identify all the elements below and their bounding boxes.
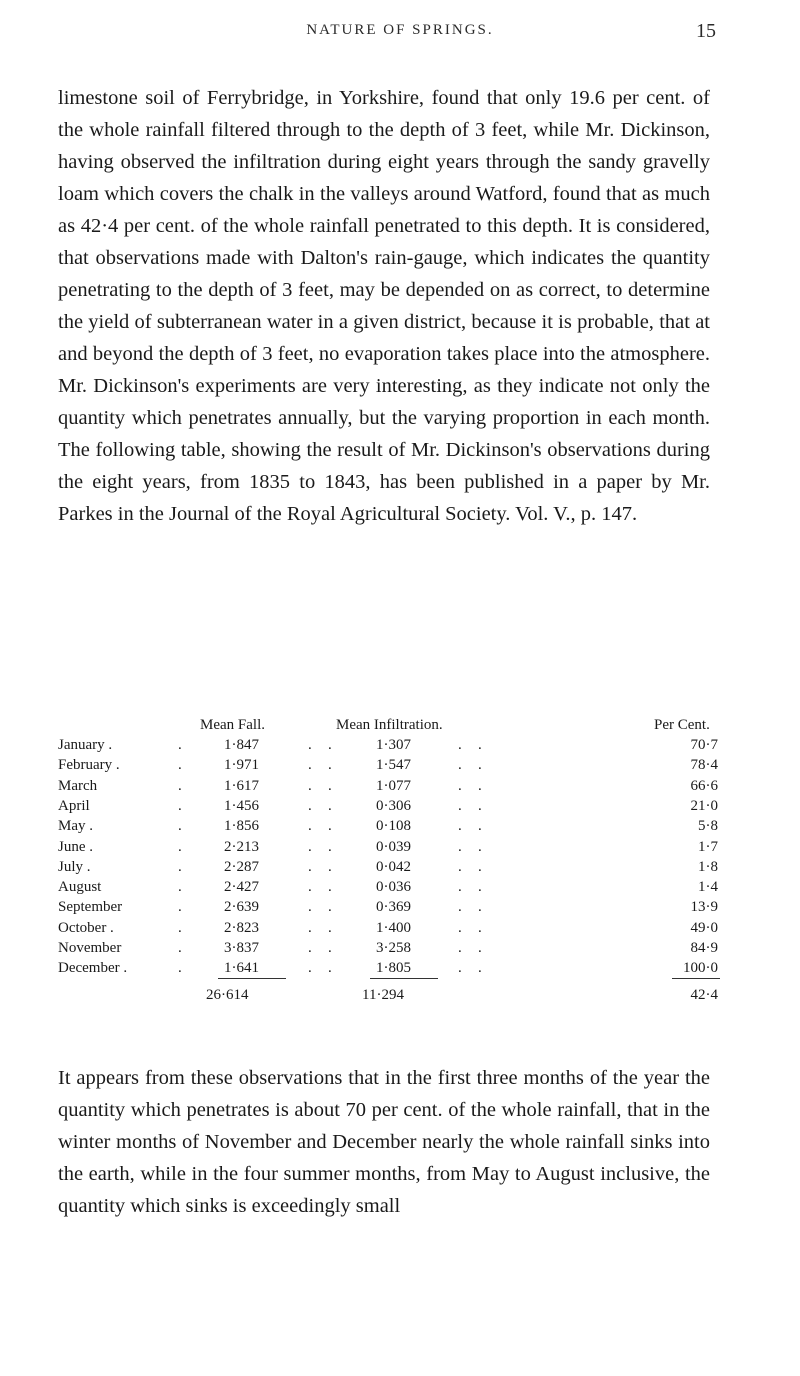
leader-dot: . [458,797,462,814]
leader-dot: . [458,899,462,916]
leader-dot: . [458,818,462,835]
mean-infiltration-cell: 0·369 [376,899,411,916]
leader-dot: . [308,919,312,936]
leader-dot: . [478,838,482,855]
mean-infiltration-cell: 1·077 [376,777,411,794]
total-percent: 42·4 [690,987,718,1003]
leader-dot: . [178,899,182,916]
paragraph-2: It appears from these observations that in the first three months of the year the quantity which penetrates is about 70 per cent. of the whole rainfall, that in the winter months of November and December nearly the whole rainfall sinks into the earth, while in the four summer months, from May to August inclusive, the quantity which sinks is exceedingly small [58,1067,710,1217]
paragraph-1: limestone soil of Ferrybridge, in Yorkshire, found that only 19.6 per cent. of the whole rainfall filtered through to the depth of 3 feet, while Mr. Dickinson, having observed the infiltration during eight years through the sandy gravelly loam which covers the chalk in the valleys around Watford, found that as much as 42·4 per cent. of the whole rainfall penetrated to this depth. It is considered, that observations made with Dalton's rain-gauge, which indicates the quantity penetrating to the depth of 3 feet, may be depended on as correct, to determine the yield of subterranean water in a given district, because it is probable, that at and beyond the depth of 3 feet, no evaporation takes place into the atmosphere. Mr. Dickinson's experiments are very interesting, as they indicate not only the quantity which penetrates annually, but the varying proportion in each month. The following table, showing the result of Mr. Dickinson's observations during the eight years, from 1835 to 1843, has been published in a paper by Mr. Parkes in the Journal of the Royal Agricultural Society. Vol. V., p. 147. [58,87,710,525]
leader-dot: . [328,960,332,977]
leader-dot: . [478,737,482,753]
month-cell: November [58,940,122,956]
per-cent-cell: 70·7 [690,737,718,753]
leader-dot: . [478,757,482,774]
column-header-per-cent: Per Cent. [654,717,710,733]
mean-fall-cell: 1·617 [224,777,259,794]
leader-dot: . [308,818,312,835]
leader-dot: . [478,919,482,936]
mean-fall-cell: 2·287 [224,858,259,875]
month-cell: May . [58,818,93,835]
mean-infiltration-cell: 0·108 [376,818,411,835]
leader-dot: . [328,858,332,875]
mean-infiltration-cell: 0·039 [376,838,411,855]
leader-dot: . [458,879,462,896]
month-cell: August [58,879,102,896]
leader-dot: . [178,737,182,753]
leader-dot: . [478,818,482,835]
month-cell: June . [58,838,93,855]
total-infiltration: 11·294 [362,987,404,1003]
leader-dot: . [458,960,462,977]
mean-fall-cell: 1·456 [224,797,259,814]
mean-fall-cell: 2·823 [224,919,259,936]
mean-infiltration-cell: 1·400 [376,919,411,936]
mean-fall-cell: 1·847 [224,737,259,753]
leader-dot: . [308,879,312,896]
mean-infiltration-cell: 0·042 [376,858,411,875]
table-row [58,754,738,776]
leader-dot: . [478,899,482,916]
leader-dot: . [478,777,482,794]
leader-dot: . [308,737,312,753]
leader-dot: . [458,737,462,753]
mean-infiltration-cell: 1·307 [376,737,411,753]
mean-infiltration-cell: 1·805 [376,960,411,977]
leader-dot: . [328,818,332,835]
leader-dot: . [328,940,332,956]
month-cell: February . [58,757,120,774]
per-cent-cell: 21·0 [690,797,718,814]
column-header-mean-fall: Mean Fall. [200,717,265,733]
mean-fall-cell: 2·639 [224,899,259,916]
leader-dot: . [328,737,332,753]
leader-dot: . [458,858,462,875]
per-cent-cell: 1·4 [698,879,718,896]
leader-dot: . [458,940,462,956]
leader-dot: . [178,777,182,794]
table-row [58,836,738,858]
per-cent-cell: 5·8 [698,818,718,835]
leader-dot: . [308,940,312,956]
leader-dot: . [308,797,312,814]
total-rule-percent [672,978,720,979]
leader-dot: . [178,838,182,855]
leader-dot: . [458,919,462,936]
leader-dot: . [308,757,312,774]
page-header [0,22,800,52]
table-header-row [58,714,738,736]
mean-infiltration-cell: 0·306 [376,797,411,814]
column-header-mean-infiltration: Mean Infiltration. [336,717,443,733]
mean-fall-cell: 2·213 [224,838,259,855]
leader-dot: . [308,960,312,977]
leader-dot: . [328,838,332,855]
table-row [58,876,738,898]
table-row [58,917,738,939]
per-cent-cell: 1·7 [698,838,718,855]
leader-dot: . [328,919,332,936]
mean-infiltration-cell: 1·547 [376,757,411,774]
mean-fall-cell: 1·971 [224,757,259,774]
leader-dot: . [178,818,182,835]
per-cent-cell: 1·8 [698,858,718,875]
infiltration-table [58,714,738,1044]
per-cent-cell: 78·4 [690,757,718,774]
leader-dot: . [178,879,182,896]
table-row [58,957,738,979]
leader-dot: . [458,777,462,794]
leader-dot: . [178,757,182,774]
page-number: 15 [696,20,716,42]
table-row [58,856,738,878]
table-row [58,734,738,756]
mean-fall-cell: 3·837 [224,940,259,956]
table-row [58,795,738,817]
per-cent-cell: 13·9 [690,899,718,916]
leader-dot: . [328,899,332,916]
leader-dot: . [478,797,482,814]
leader-dot: . [458,757,462,774]
leader-dot: . [308,777,312,794]
leader-dot: . [328,879,332,896]
leader-dot: . [178,960,182,977]
leader-dot: . [478,858,482,875]
month-cell: July . [58,858,91,875]
leader-dot: . [328,797,332,814]
month-cell: December . [58,960,128,977]
leader-dot: . [308,838,312,855]
per-cent-cell: 49·0 [690,919,718,936]
leader-dot: . [178,858,182,875]
mean-fall-cell: 1·856 [224,818,259,835]
per-cent-cell: 100·0 [683,960,718,977]
table-row [58,815,738,837]
leader-dot: . [328,777,332,794]
month-cell: September [58,899,123,916]
leader-dot: . [178,919,182,936]
month-cell: January . [58,737,113,753]
leader-dot: . [308,899,312,916]
leader-dot: . [458,838,462,855]
leader-dot: . [478,940,482,956]
total-rule-infiltration [370,978,438,979]
leader-dot: . [178,940,182,956]
mean-infiltration-cell: 3·258 [376,940,411,956]
leader-dot: . [308,858,312,875]
leader-dot: . [328,757,332,774]
month-cell: April [58,797,90,814]
total-fall: 26·614 [206,987,249,1003]
total-rule-fall [218,978,286,979]
mean-infiltration-cell: 0·036 [376,879,411,896]
per-cent-cell: 66·6 [690,777,718,794]
table-row [58,775,738,797]
mean-fall-cell: 1·641 [224,960,259,977]
month-cell: March [58,777,98,794]
leader-dot: . [178,797,182,814]
table-row [58,937,738,959]
leader-dot: . [478,879,482,896]
running-title: NATURE OF SPRINGS. [306,22,494,38]
mean-fall-cell: 2·427 [224,879,259,896]
totals-row [58,984,738,1006]
table-row [58,896,738,918]
per-cent-cell: 84·9 [690,940,718,956]
leader-dot: . [478,960,482,977]
month-cell: October . [58,919,114,936]
